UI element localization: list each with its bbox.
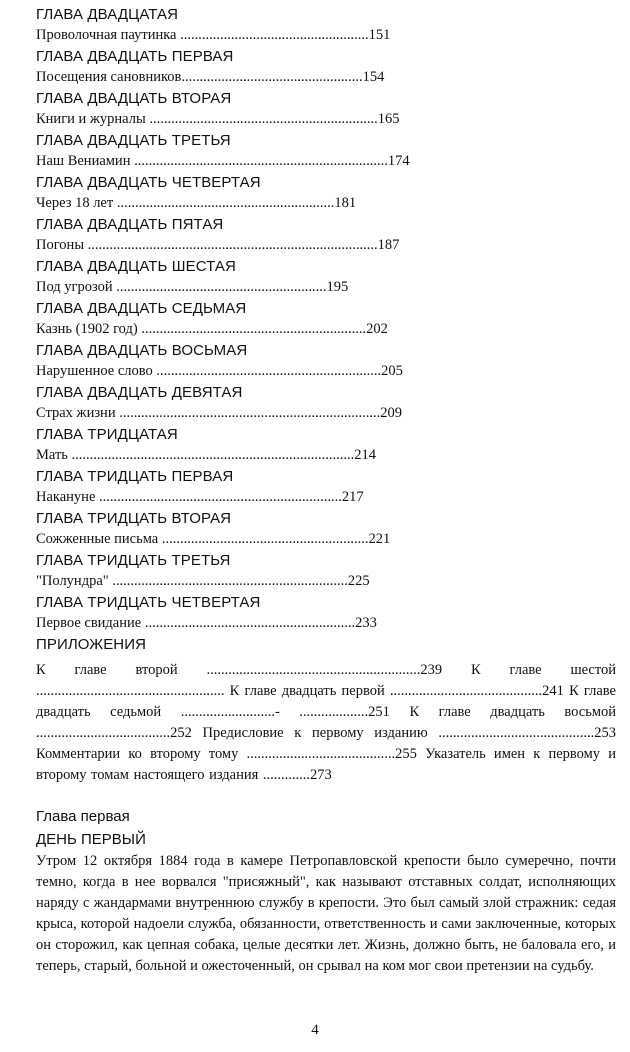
- toc-entry: Погоны ................................................................................187: [36, 237, 400, 253]
- toc-entry: Проволочная паутинка ....................................................151: [36, 27, 391, 43]
- toc-heading: ГЛАВА ТРИДЦАТЬ ЧЕТВЕРТАЯ: [36, 594, 261, 611]
- chapter-title: ДЕНЬ ПЕРВЫЙ: [36, 831, 146, 848]
- toc-entry: Нарушенное слово ..............................................................205: [36, 363, 403, 379]
- toc-entry: Мать ..............................................................................214: [36, 447, 377, 463]
- section-label: Глава первая: [36, 808, 130, 825]
- toc-heading: ГЛАВА ТРИДЦАТЬ ТРЕТЬЯ: [36, 552, 231, 569]
- toc-entry: Накануне ...................................................................217: [36, 489, 364, 505]
- toc-heading: ГЛАВА ДВАДЦАТЬ ШЕСТАЯ: [36, 258, 236, 275]
- toc-heading: ГЛАВА ТРИДЦАТЬ ВТОРАЯ: [36, 510, 232, 527]
- toc-heading: ГЛАВА ТРИДЦАТЬ ПЕРВАЯ: [36, 468, 234, 485]
- toc-entry: Сожженные письма .........................................................221: [36, 531, 391, 547]
- appendix-entries: К главе второй ...........................................................239 К главе шестой .................................................... К главе двадцать первой ..........................................241 К главе двадцать седьмой ..........................- ...................251 К главе двадцать восьмой .....................................252 Предисловие к первому изданию ...........................................253 Комментарии ко второму тому .........................................255 Указатель имен к первому и второму томам настоящего издания .............273: [36, 662, 616, 783]
- toc-entry: Наш Вениамин ......................................................................174: [36, 153, 410, 169]
- table-of-contents: [36, 4, 616, 655]
- toc-heading: ГЛАВА ДВАДЦАТЬ ТРЕТЬЯ: [36, 132, 231, 149]
- toc-entry: Под угрозой ..........................................................195: [36, 279, 349, 295]
- toc-heading: ГЛАВА ДВАДЦАТЬ ДЕВЯТАЯ: [36, 384, 243, 401]
- toc-entry: Казнь (1902 год) ..............................................................202: [36, 321, 388, 337]
- toc-heading: ГЛАВА ТРИДЦАТАЯ: [36, 426, 178, 443]
- toc-entry: Через 18 лет ............................................................181: [36, 195, 357, 211]
- toc-entry: Страх жизни ........................................................................209: [36, 405, 402, 421]
- body-paragraph: Утром 12 октября 1884 года в камере Петропавловской крепости было сумеречно, почти темно, когда в нее ворвался "присяжный", как называют отставных солдат, исполняющих наряду с жандармами внутреннюю службу в крепости. Это был самый злой стражник: седая крыса, которой надоели служба, обязанности, ответственность и сами заключенные, которых он сторожил, как цепная собака, целые десятки лет. Жизнь, должно быть, не баловала его, и теперь, старый, больной и ожесточенный, он срывал на ком мог свои претензии на судьбу.: [36, 853, 616, 974]
- toc-entry: Посещения сановников..................................................154: [36, 69, 385, 85]
- toc-heading: ГЛАВА ДВАДЦАТЬ ПЯТАЯ: [36, 216, 224, 233]
- toc-heading: ГЛАВА ДВАДЦАТЬ СЕДЬМАЯ: [36, 300, 247, 317]
- toc-heading: ГЛАВА ДВАДЦАТАЯ: [36, 6, 179, 23]
- toc-entry: Книги и журналы ...............................................................165: [36, 111, 400, 127]
- toc-heading: ГЛАВА ДВАДЦАТЬ ВТОРАЯ: [36, 90, 232, 107]
- toc-heading: ГЛАВА ДВАДЦАТЬ ПЕРВАЯ: [36, 48, 234, 65]
- appendix-heading: ПРИЛОЖЕНИЯ: [36, 636, 147, 653]
- page-number: 4: [311, 1022, 319, 1038]
- toc-heading: ГЛАВА ДВАДЦАТЬ ВОСЬМАЯ: [36, 342, 248, 359]
- toc-entry: "Полундра" .................................................................225: [36, 573, 370, 589]
- toc-entry: Первое свидание ..........................................................233: [36, 615, 377, 631]
- toc-heading: ГЛАВА ДВАДЦАТЬ ЧЕТВЕРТАЯ: [36, 174, 261, 191]
